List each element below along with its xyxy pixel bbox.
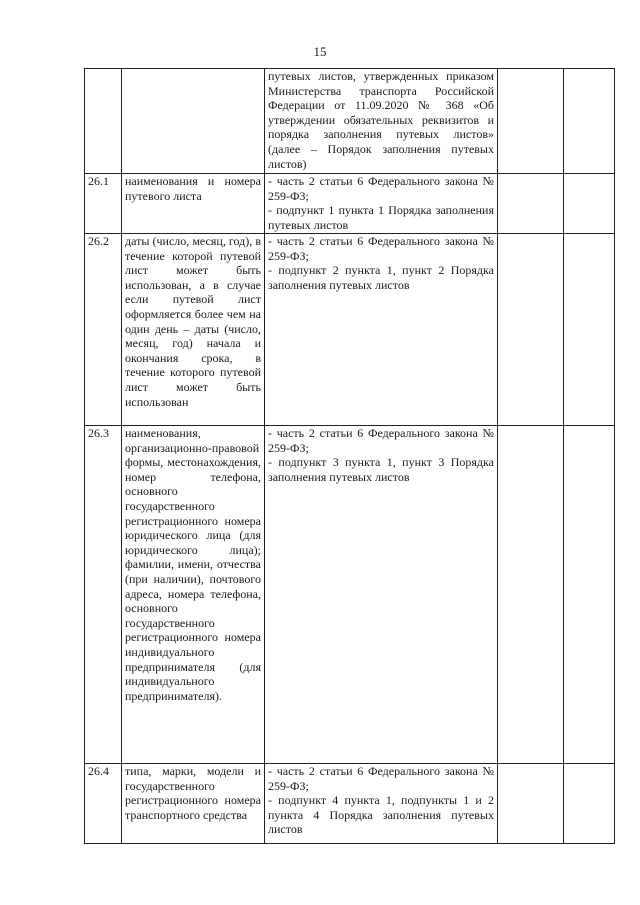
empty-cell [564, 234, 615, 426]
empty-cell [564, 174, 615, 234]
requirement-name: даты (число, месяц, год), в течение которой путевой лист может быть использован, а в случае если путевой лист оформляется более чем на один день – даты (число, месяц, год) начала и окончания срока, в течение которого путевой лист может быть использован [122, 234, 265, 426]
legal-reference-item: путевых листов, утвержденных приказом Министерства транспорта Российской Федерации от 11.09.2020 № 368 «Об утверждении обязательных реквизитов и порядка заполнения путевых листов» (далее – Порядок заполнения путевых листов) [268, 69, 494, 171]
legal-reference-item: - часть 2 статьи 6 Федерального закона № 259-ФЗ; [268, 174, 494, 203]
legal-reference [265, 764, 498, 844]
row-number: 26.2 [85, 234, 122, 426]
legal-reference-item: - подпункт 4 пункта 1, подпункты 1 и 2 пункта 4 Порядка заполнения путевых листов [268, 793, 494, 837]
legal-reference-item: - часть 2 статьи 6 Федерального закона № 259-ФЗ; [268, 764, 494, 793]
empty-cell [564, 426, 615, 764]
empty-cell [564, 69, 615, 174]
requirements-table [84, 68, 615, 844]
table-row [85, 426, 615, 764]
empty-cell [498, 764, 564, 844]
requirement-name [122, 69, 265, 174]
legal-reference [265, 69, 498, 174]
table-row [85, 764, 615, 844]
empty-cell [498, 69, 564, 174]
legal-reference [265, 174, 498, 234]
empty-cell [498, 174, 564, 234]
table-row [85, 234, 615, 426]
legal-reference-item: - подпункт 1 пункта 1 Порядка заполнения путевых листов [268, 203, 494, 232]
legal-reference-item: - подпункт 2 пункта 1, пункт 2 Порядка заполнения путевых листов [268, 263, 494, 292]
empty-cell [498, 234, 564, 426]
requirement-name: типа, марки, модели и государственного регистрационного номера транспортного средства [122, 764, 265, 844]
empty-cell [564, 764, 615, 844]
legal-reference-item: - часть 2 статьи 6 Федерального закона № 259-ФЗ; [268, 426, 494, 455]
page-number: 15 [313, 44, 327, 59]
legal-reference-item: - подпункт 3 пункта 1, пункт 3 Порядка заполнения путевых листов [268, 455, 494, 484]
table-row [85, 69, 615, 174]
row-number [85, 69, 122, 174]
row-number: 26.1 [85, 174, 122, 234]
requirement-name: наименования, организационно-правовой формы, местонахождения, номер телефона, основного государственного регистрационного номера юридического лица (для юридического лица); фамилии, имени, отчества (при наличии), почтового адреса, номера телефона, основного государственного регистрационного номера индивидуального предпринимателя (для индивидуального предпринимателя). [122, 426, 265, 764]
legal-reference [265, 426, 498, 764]
requirement-name: наименования и номера путевого листа [122, 174, 265, 234]
row-number: 26.4 [85, 764, 122, 844]
empty-cell [498, 426, 564, 764]
row-number: 26.3 [85, 426, 122, 764]
legal-reference [265, 234, 498, 426]
table-row [85, 174, 615, 234]
legal-reference-item: - часть 2 статьи 6 Федерального закона № 259-ФЗ; [268, 234, 494, 263]
